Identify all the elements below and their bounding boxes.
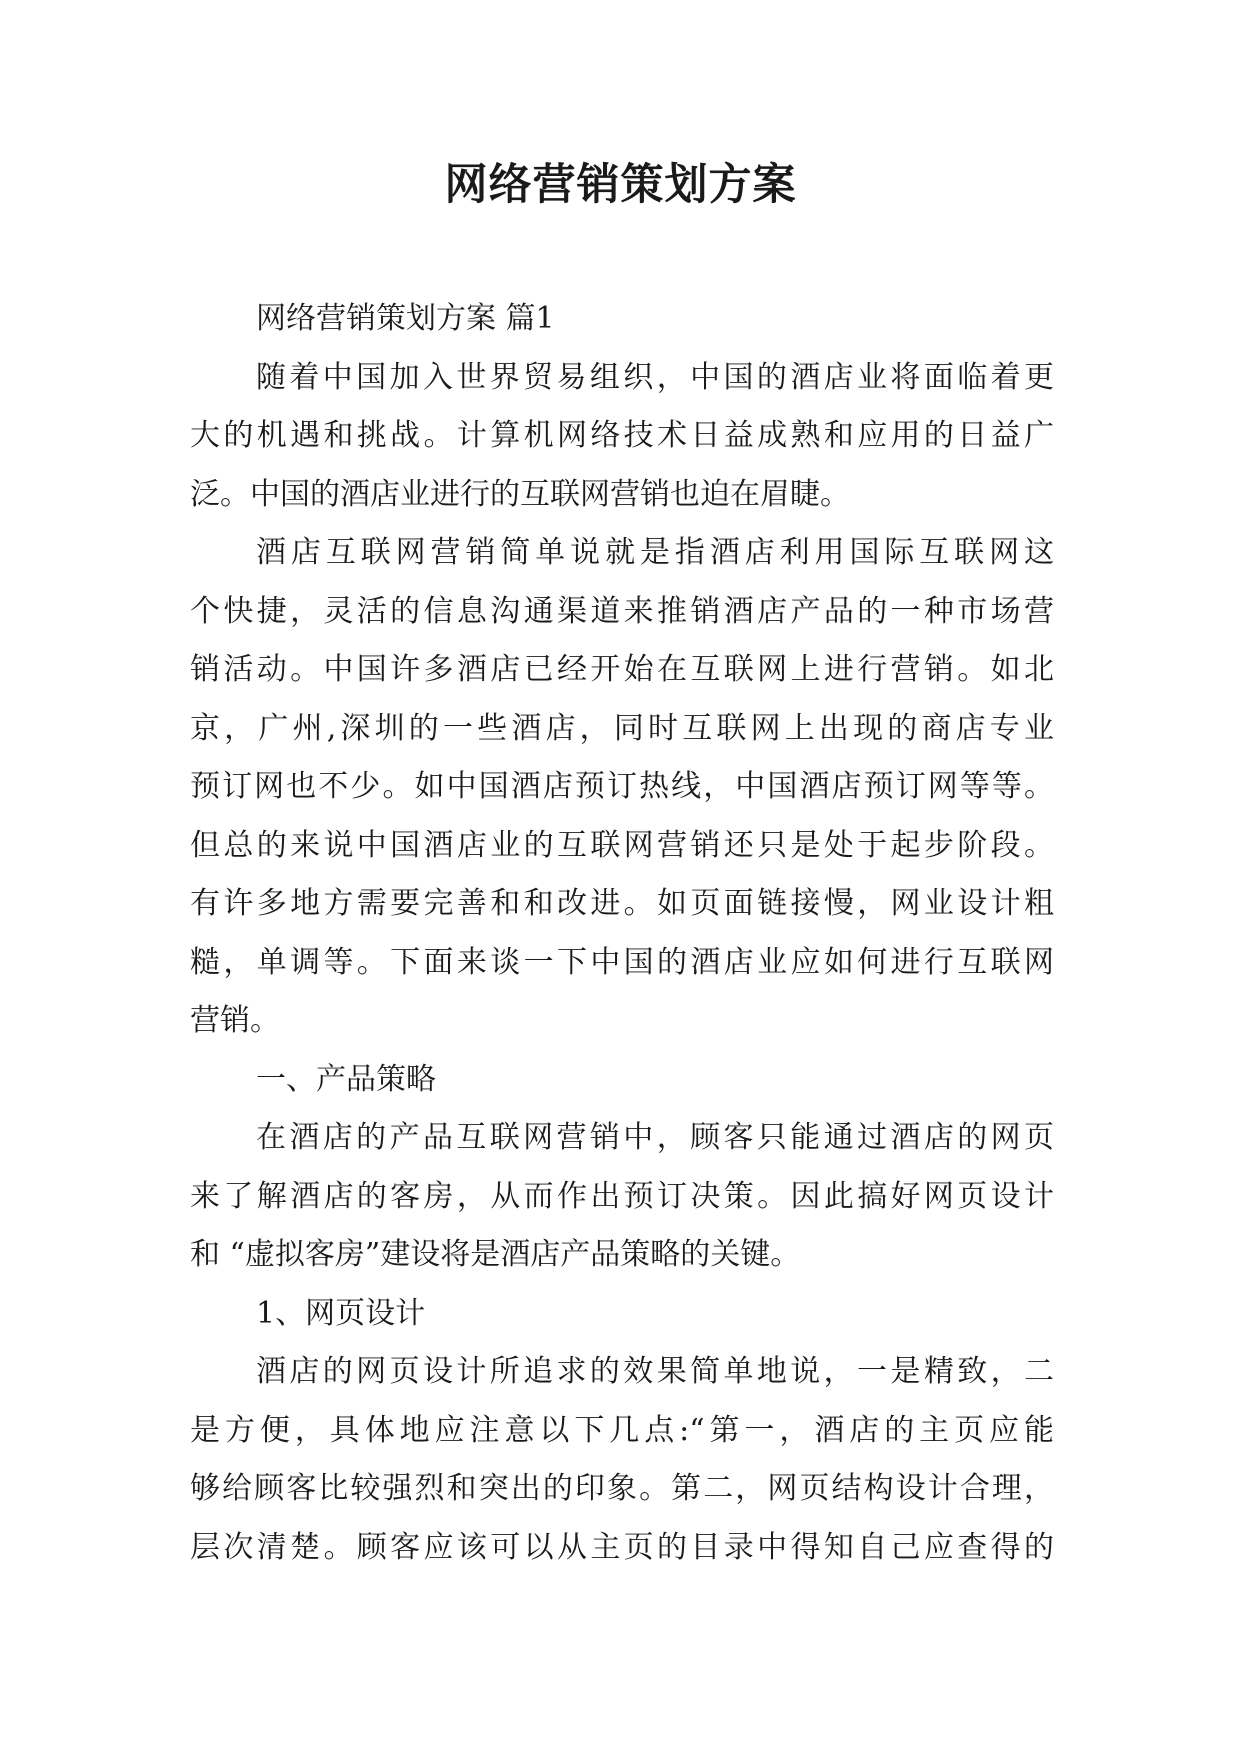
body-line: 个快捷，灵活的信息沟通渠道来推销酒店产品的一种市场营 [190, 593, 1054, 629]
body-line: 糙，单调等。下面来谈一下中国的酒店业应如何进行互联网 [190, 944, 1054, 980]
document-title: 网络营销策划方案 [444, 160, 797, 210]
body-line: 销活动。中国许多酒店已经开始在互联网上进行营销。如北 [190, 652, 1054, 687]
body-line: 够给顾客比较强烈和突出的印象。第二，网页结构设计合理， [190, 1471, 1054, 1506]
body-line: 一、产品策略 [256, 1061, 436, 1097]
body-line: 网络营销策划方案 篇1 [256, 301, 555, 336]
body-line: 来了解酒店的客房，从而作出预订决策。因此搞好网页设计 [190, 1178, 1054, 1214]
body-line: 酒店的网页设计所追求的效果简单地说，一是精致，二 [256, 1354, 1054, 1389]
body-line: 泛。中国的酒店业进行的互联网营销也迫在眉睫。 [190, 476, 850, 512]
body-line: 预订网也不少。如中国酒店预订热线，中国酒店预订网等等。 [190, 769, 1054, 804]
body-line: 随着中国加入世界贸易组织，中国的酒店业将面临着更 [256, 359, 1054, 395]
document-body [190, 290, 1054, 1577]
body-line: 但总的来说中国酒店业的互联网营销还只是处于起步阶段。 [190, 827, 1054, 863]
body-line: 是方便，具体地应注意以下几点:“第一，酒店的主页应能 [190, 1412, 1054, 1448]
body-line: 1、网页设计 [256, 1295, 426, 1331]
body-line: 在酒店的产品互联网营销中，顾客只能通过酒店的网页 [256, 1120, 1054, 1155]
body-line: 有许多地方需要完善和和改进。如页面链接慢，网业设计粗 [190, 886, 1054, 921]
body-line: 大的机遇和挑战。计算机网络技术日益成熟和应用的日益广 [190, 418, 1054, 453]
body-line: 酒店互联网营销简单说就是指酒店利用国际互联网这 [256, 535, 1054, 570]
body-line: 京，广州,深圳的一些酒店，同时互联网上出现的商店专业 [190, 710, 1054, 746]
body-line: 和 “虚拟客房”建设将是酒店产品策略的关键。 [190, 1237, 801, 1272]
body-line: 营销。 [190, 1003, 280, 1038]
body-line: 层次清楚。顾客应该可以从主页的目录中得知自己应查得的 [190, 1529, 1054, 1565]
